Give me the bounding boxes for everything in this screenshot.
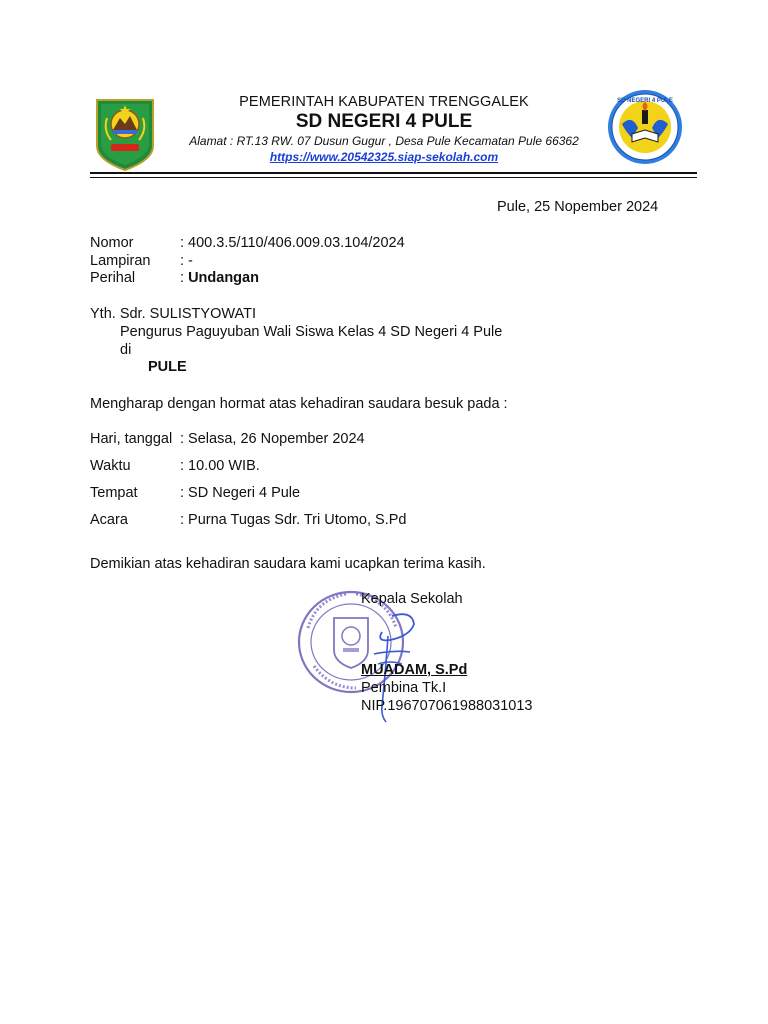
perihal-label: Perihal [90, 270, 136, 286]
perihal-value: Undangan [188, 270, 259, 286]
signatory-nip: NIP.196707061988031013 [361, 698, 533, 714]
perihal-separator: : [180, 270, 189, 286]
signatory-name: MUADAM, S.Pd [361, 662, 468, 678]
right-logo-text: SD NEGERI 4 PULE [617, 98, 673, 104]
sd-negeri-4-pule-logo-icon [606, 88, 684, 166]
recipient-di: di [120, 342, 132, 358]
closing-sentence: Demikian atas kehadiran saudara kami ucapkan terima kasih. [90, 556, 486, 572]
event-agenda-value: : Purna Tugas Sdr. Tri Utomo, S.Pd [180, 512, 407, 528]
school-address: Alamat : RT.13 RW. 07 Dusun Gugur , Desa Pule Kecamatan Pule 66362 [189, 134, 579, 148]
nomor-label: Nomor [90, 235, 134, 251]
school-website-link[interactable]: https://www.20542325.siap-sekolah.com [269, 150, 499, 164]
event-date-label: Hari, tanggal [90, 431, 173, 447]
lampiran-label: Lampiran [90, 253, 151, 269]
government-name: PEMERINTAH KABUPATEN TRENGGALEK [239, 94, 529, 110]
event-place-value: : SD Negeri 4 Pule [180, 485, 301, 501]
signatory-rank: Pembina Tk.I [361, 680, 447, 696]
event-time-label: Waktu [90, 458, 131, 474]
event-time-value: : 10.00 WIB. [180, 458, 260, 474]
event-place-label: Tempat [90, 485, 138, 501]
signatory-title: Kepala Sekolah [361, 591, 463, 607]
opening-sentence: Mengharap dengan hormat atas kehadiran saudara besuk pada : [90, 396, 508, 412]
recipient-position: Pengurus Paguyuban Wali Siswa Kelas 4 SD Negeri 4 Pule [120, 324, 503, 340]
nomor-value: : 400.3.5/110/406.009.03.104/2024 [180, 235, 405, 251]
recipient-location: PULE [148, 359, 187, 375]
letterhead-rule-thin [90, 177, 697, 178]
event-agenda-label: Acara [90, 512, 128, 528]
letterhead-rule-thick [90, 172, 697, 174]
letter-date: Pule, 25 Nopember 2024 [497, 199, 659, 215]
lampiran-value: : - [180, 253, 193, 269]
perihal-value-row [180, 270, 259, 287]
school-name: SD NEGERI 4 PULE [295, 111, 473, 132]
event-date-value: : Selasa, 26 Nopember 2024 [180, 431, 365, 447]
recipient-name: Yth. Sdr. SULISTYOWATI [90, 306, 256, 322]
